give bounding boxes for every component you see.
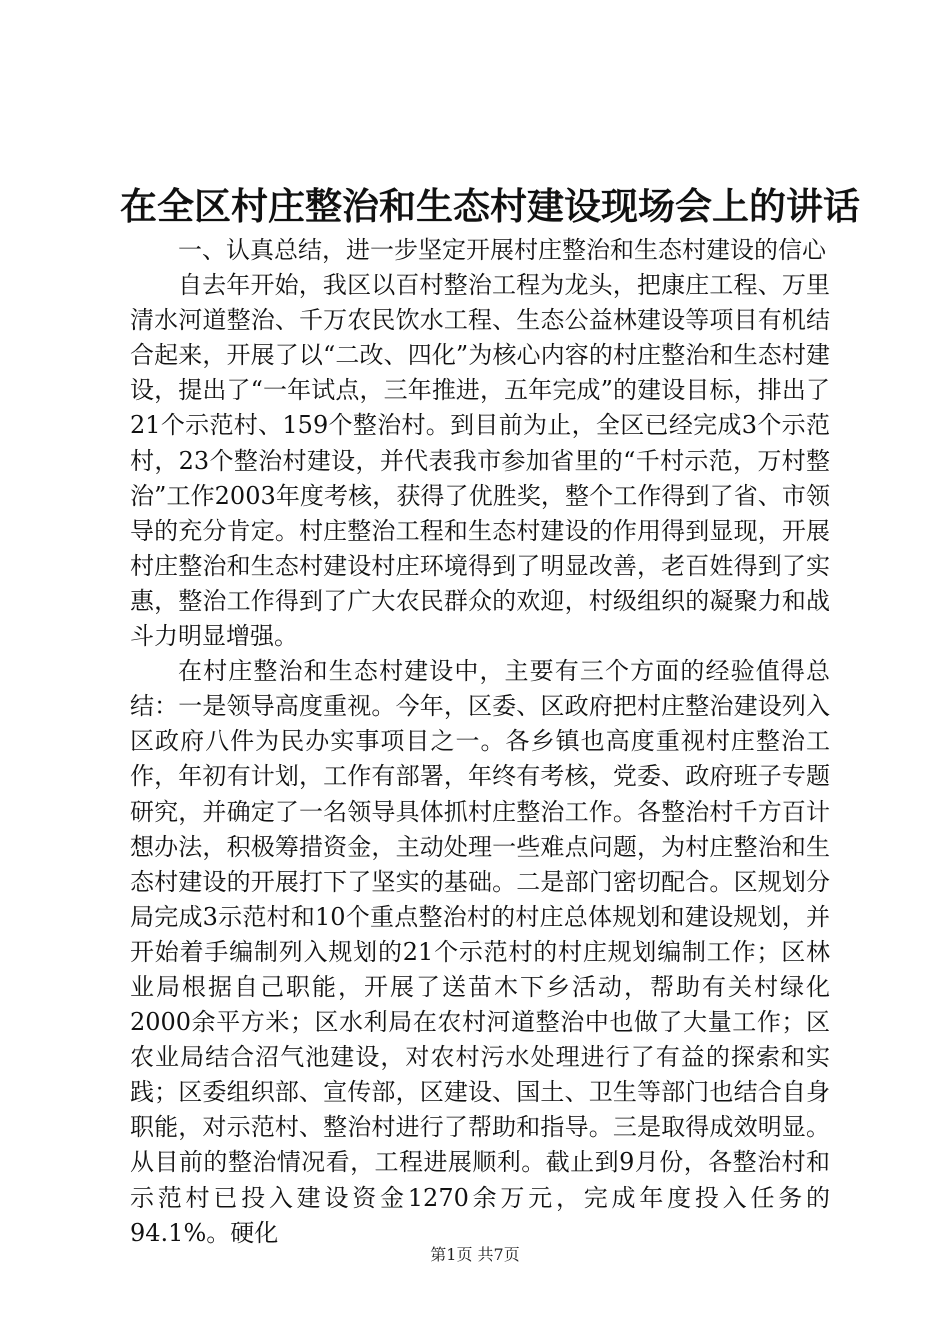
body-paragraph: 在村庄整治和生态村建设中，主要有三个方面的经验值得总结：一是领导高度重视。今年，区委、区政府把村庄整治建设列入区政府八件为民办实事项目之一。各乡镇也高度重视村庄整治工作，年初有计划，工作有部署，年终有考核，党委、政府班子专题研究，并确定了一名领导具体抓村庄整治工作。各整治村千方百计想办法，积极筹措资金，主动处理一些难点问题，为村庄整治和生态村建设的开展打下了坚实的基础。二是部门密切配合。区规划分局完成3示范村和10个重点整治村的村庄总体规划和建设规划，并开始着手编制列入规划的21个示范村的村庄规划编制工作；区林业局根据自己职能，开展了送苗木下乡活动，帮助有关村绿化2000余平方米；区水利局在农村河道整治中也做了大量工作；区农业局结合沼气池建设，对农村污水处理进行了有益的探索和实践；区委组织部、宣传部，区建设、国土、卫生等部门也结合自身职能，对示范村、整治村进行了帮助和指导。三是取得成效明显。从目前的整治情况看，工程进展顺利。截止到9月份，各整治村和示范村已投入建设资金1270余万元，完成年度投入任务的94.1%。硬化	[130, 657, 830, 1247]
body-paragraph: 自去年开始，我区以百村整治工程为龙头，把康庄工程、万里清水河道整治、千万农民饮水工程、生态公益林建设等项目有机结合起来，开展了以“二改、四化”为核心内容的村庄整治和生态村建设，提出了“一年试点，三年推进，五年完成”的建设目标，排出了21个示范村、159个整治村。到目前为止，全区已经完成3个示范村，23个整治村建设，并代表我市参加省里的“千村示范，万村整治”工作2003年度考核，获得了优胜奖，整个工作得到了省、市领导的充分肯定。村庄整治工程和生态村建设的作用得到显现，开展村庄整治和生态村建设村庄环境得到了明显改善，老百姓得到了实惠，整治工作得到了广大农民群众的欢迎，村级组织的凝聚力和战斗力明显增强。	[130, 271, 830, 651]
page-number-footer: 第1页 共7页	[430, 1245, 520, 1264]
document-title: 在全区村庄整治和生态村建设现场会上的讲话	[120, 184, 860, 228]
section-heading: 一、认真总结，进一步坚定开展村庄整治和生态村建设的信心	[178, 236, 826, 264]
document-body	[130, 233, 830, 1251]
